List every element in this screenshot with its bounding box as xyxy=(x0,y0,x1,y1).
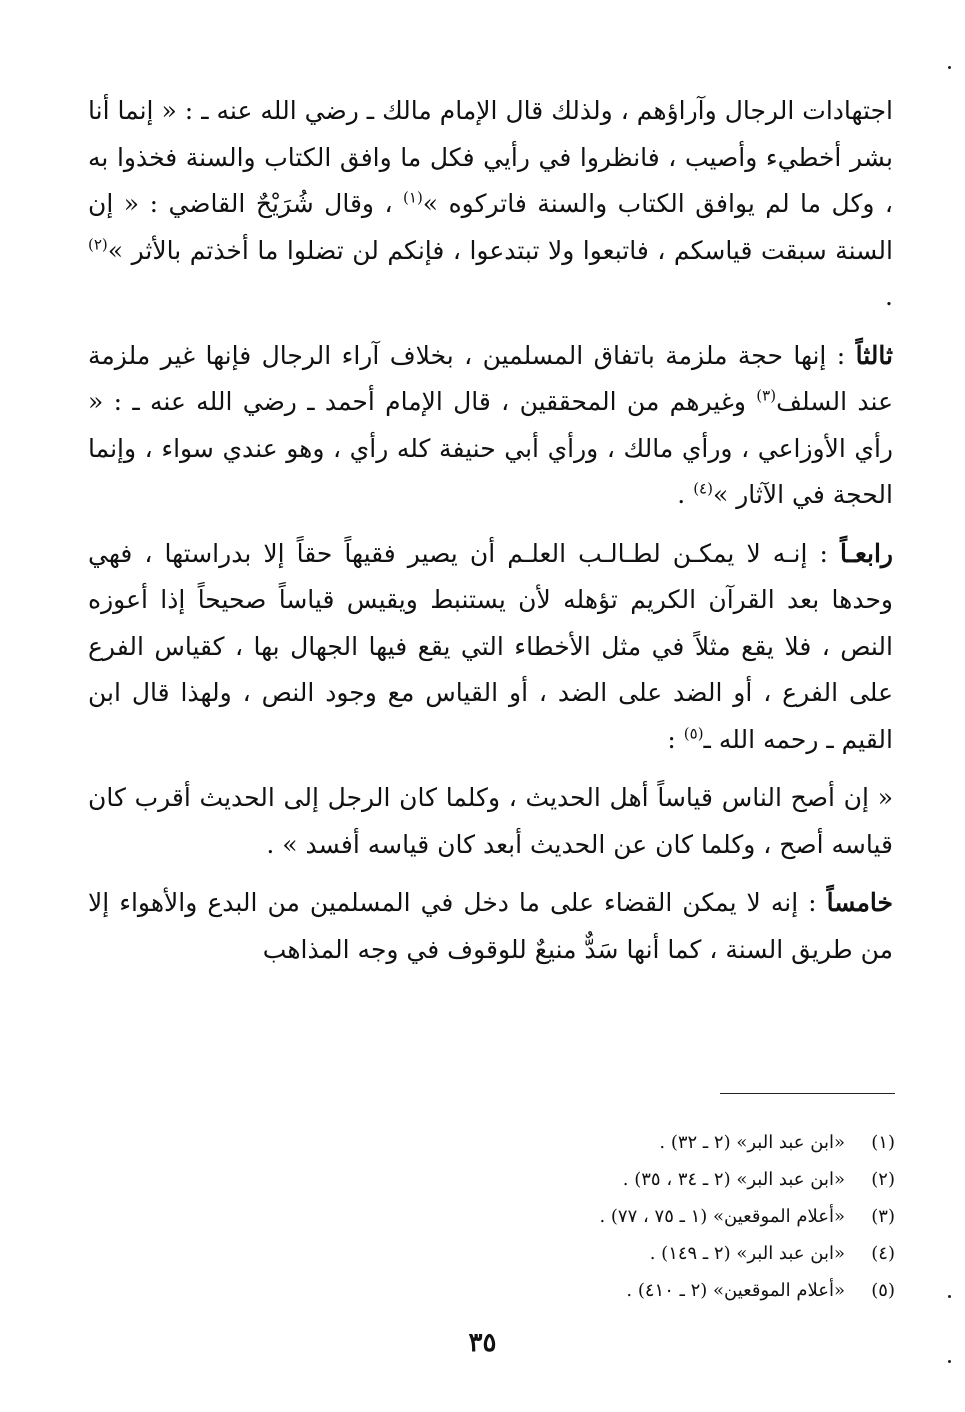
paragraph-text: . xyxy=(885,282,893,311)
footnote-5 xyxy=(200,1272,895,1309)
footnotes xyxy=(200,1124,895,1309)
paragraph-text: : إنها حجة ملزمة باتفاق المسلمين ، بخلاف آراء الرجال فإنها غير ملزمة عند السلف xyxy=(88,340,893,416)
footnote-number: (٣) xyxy=(871,1206,895,1227)
footnote-ref-1[interactable]: (١) xyxy=(403,188,423,207)
quote-paragraph xyxy=(88,775,893,868)
footnote-ref-3[interactable]: (٣) xyxy=(756,386,777,405)
paragraph-text: : إنـه لا يمكـن لطـالـب العلـم أن يصير فقيهاً حقاً إلا بدراستها ، فهي وحدها بعد القرآن الكريم تؤهله لأن يستنبط ويقيس قياساً صحيحاً إذا أعوزه النص ، فلا يقع مثلاً في مثل الأخطاء التي يقع فيها الجهال بها ، كقياس الفرع على الفرع ، أو الضد على الضد ، أو القياس مع وجود النص ، ولهذا قال ابن القيم ـ رحمه الله ـ xyxy=(88,538,893,754)
footnote-text: «ابن عبد البر» (٢ ـ ٣٤ ، ٣٥) . xyxy=(622,1169,845,1190)
footnote-ref-2[interactable]: (٢) xyxy=(88,235,108,254)
footnote-2 xyxy=(200,1161,895,1198)
paragraph-2 xyxy=(88,333,893,519)
footnote-number: (٤) xyxy=(871,1243,895,1264)
footnote-4 xyxy=(200,1235,895,1272)
paragraph-3 xyxy=(88,531,893,764)
paragraph-text: : إنه لا يمكن القضاء على ما دخل في المسلمين من البدع والأهواء إلا من طريق السنة ، كما أنها سَدٌّ منيعٌ للوقوف في وجه المذاهب xyxy=(88,888,893,964)
paragraph-5 xyxy=(88,880,893,973)
paragraph-text: ، وقال شُرَيْحٌ القاضي : « إن السنة سبقت قياسكم ، فاتبعوا ولا تبتدعوا ، فإنكم لن تضلوا ما أخذتم بالأثر » xyxy=(88,189,893,265)
footnote-text: «ابن عبد البر» (٢ ـ ١٤٩) . xyxy=(649,1243,845,1264)
footnote-number: (٢) xyxy=(871,1169,895,1190)
scan-speck xyxy=(948,1295,951,1298)
paragraph-text: : xyxy=(667,724,684,754)
footnote-text: «أعلام الموقعين» (١ ـ ٧٥ ، ٧٧) . xyxy=(599,1206,845,1227)
footnote-ref-4[interactable]: (٤) xyxy=(693,479,713,498)
scan-speck xyxy=(948,1360,951,1363)
footnote-1 xyxy=(200,1124,895,1161)
paragraph-label-fourth: رابعـاً xyxy=(840,538,893,568)
paragraph-label-third: ثالثاً xyxy=(855,340,893,370)
footnote-number: (٥) xyxy=(871,1280,895,1301)
scan-speck xyxy=(948,66,951,69)
main-text xyxy=(88,88,893,973)
footnote-text: «ابن عبد البر» (٢ ـ ٣٢) . xyxy=(659,1132,845,1153)
quote-text: « إن أصح الناس قياساً أهل الحديث ، وكلما كان الرجل إلى الحديث أقرب كان قياسه أصح ، وكلما كان عن الحديث أبعد كان قياسه أفسد » . xyxy=(88,783,893,859)
footnote-3 xyxy=(200,1198,895,1235)
paragraph-1 xyxy=(88,88,893,321)
footnote-ref-5[interactable]: (٥) xyxy=(683,724,704,743)
footnote-text: «أعلام الموقعين» (٢ ـ ٤١٠) . xyxy=(626,1280,845,1301)
footnote-number: (١) xyxy=(871,1132,895,1153)
paragraph-text: اجتهادات الرجال وآراؤهم ، ولذلك قال الإمام مالك ـ رضي الله عنه ـ : « إنما أنا بشر أخطيء وأصيب ، فانظروا في رأيي فكل ما وافق الكتاب والسنة فخذوا به ، وكل ما لم يوافق الكتاب والسنة فاتركوه » xyxy=(88,96,893,218)
footnote-separator xyxy=(720,1093,895,1094)
paragraph-text: وغيرهم من المحققين ، قال الإمام أحمد ـ رضي الله عنه ـ : « رأي الأوزاعي ، ورأي مالك ، ورأي أبي حنيفة كله رأي ، وهو عندي سواء ، وإنما الحجة في الآثار » xyxy=(88,387,893,509)
paragraph-label-fifth: خامساً xyxy=(826,888,893,917)
page-number: ٣٥ xyxy=(468,1328,497,1358)
paragraph-text: . xyxy=(677,480,694,509)
